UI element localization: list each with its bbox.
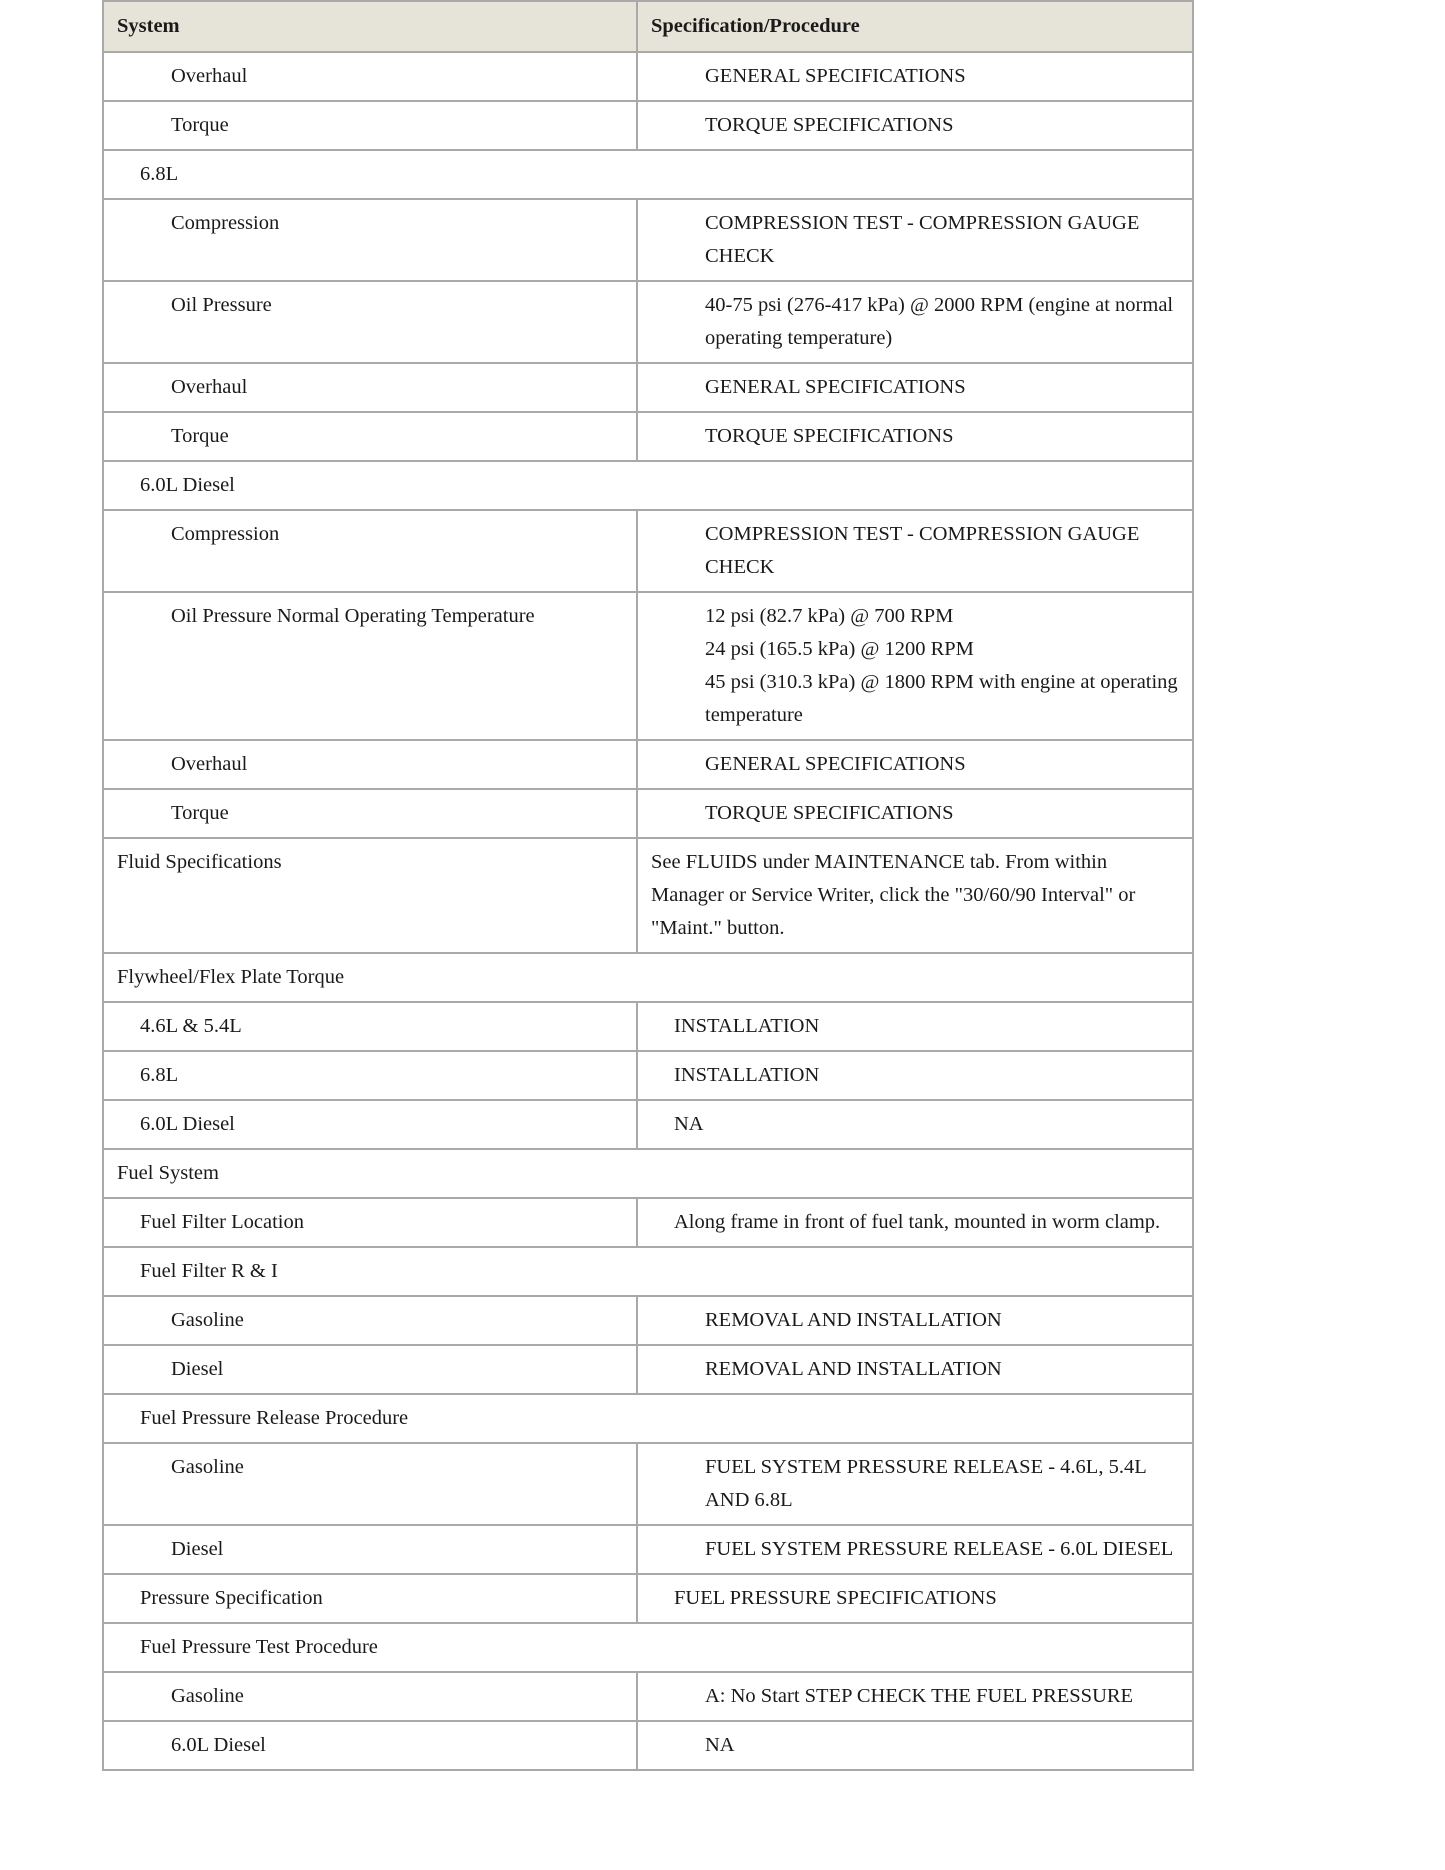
system-cell: Gasoline — [103, 1296, 637, 1345]
specifications-table — [102, 0, 1194, 1771]
group-label: Fuel Pressure Test Procedure — [103, 1623, 1193, 1672]
system-cell: Diesel — [103, 1525, 637, 1574]
specification-text: A: No Start STEP CHECK THE FUEL PRESSURE — [705, 1685, 1134, 1707]
specification-text: GENERAL SPECIFICATIONS — [705, 65, 966, 87]
specification-cell — [637, 412, 1193, 461]
specification-cell — [637, 281, 1193, 363]
group-label: Flywheel/Flex Plate Torque — [103, 953, 1193, 1002]
specification-text: TORQUE SPECIFICATIONS — [705, 114, 954, 136]
specification-cell — [637, 510, 1193, 592]
table-group-row — [103, 461, 1193, 510]
specification-cell — [637, 1296, 1193, 1345]
system-cell: 6.0L Diesel — [103, 1721, 637, 1770]
table-row — [103, 838, 1193, 953]
table-row — [103, 101, 1193, 150]
table-row — [103, 1002, 1193, 1051]
system-cell: Pressure Specification — [103, 1574, 637, 1623]
table-row — [103, 789, 1193, 838]
specification-text: REMOVAL AND INSTALLATION — [705, 1358, 1002, 1380]
system-cell: Gasoline — [103, 1672, 637, 1721]
specification-cell — [637, 740, 1193, 789]
table-group-row — [103, 1623, 1193, 1672]
table-row — [103, 740, 1193, 789]
system-cell: Fluid Specifications — [103, 838, 637, 953]
specification-cell — [637, 592, 1193, 740]
specification-cell — [637, 1443, 1193, 1525]
table-row — [103, 1296, 1193, 1345]
table-group-row — [103, 1149, 1193, 1198]
specification-text: REMOVAL AND INSTALLATION — [705, 1309, 1002, 1331]
system-cell: Overhaul — [103, 363, 637, 412]
system-cell: 4.6L & 5.4L — [103, 1002, 637, 1051]
specification-cell — [637, 199, 1193, 281]
table-row — [103, 1443, 1193, 1525]
specification-cell — [637, 1672, 1193, 1721]
table-row — [103, 52, 1193, 101]
table-row — [103, 199, 1193, 281]
system-cell: 6.8L — [103, 1051, 637, 1100]
specification-text: INSTALLATION — [674, 1064, 820, 1086]
system-cell: Oil Pressure Normal Operating Temperature — [103, 592, 637, 740]
specification-text: 45 psi (310.3 kPa) @ 1800 RPM with engine at operating temperature — [705, 671, 1178, 726]
specification-text: TORQUE SPECIFICATIONS — [705, 802, 954, 824]
group-label: Fuel Pressure Release Procedure — [103, 1394, 1193, 1443]
specification-cell — [637, 1345, 1193, 1394]
specification-cell — [637, 1525, 1193, 1574]
table-row — [103, 363, 1193, 412]
specification-text: See FLUIDS under MAINTENANCE tab. From within Manager or Service Writer, click the "30/60/90 Interval" or "Maint." button. — [651, 851, 1136, 939]
system-cell: Gasoline — [103, 1443, 637, 1525]
table-row — [103, 1198, 1193, 1247]
specification-cell — [637, 101, 1193, 150]
specification-text: FUEL PRESSURE SPECIFICATIONS — [674, 1587, 997, 1609]
specification-cell — [637, 1721, 1193, 1770]
system-cell: Fuel Filter Location — [103, 1198, 637, 1247]
system-cell: 6.0L Diesel — [103, 1100, 637, 1149]
system-cell: Compression — [103, 199, 637, 281]
table-row — [103, 281, 1193, 363]
table-row — [103, 1525, 1193, 1574]
specification-text: 12 psi (82.7 kPa) @ 700 RPM — [705, 605, 954, 627]
specification-text: Along frame in front of fuel tank, mounted in worm clamp. — [674, 1211, 1161, 1233]
column-header-system: System — [103, 1, 637, 52]
table-header-row — [103, 1, 1193, 52]
system-cell: Compression — [103, 510, 637, 592]
specification-text: FUEL SYSTEM PRESSURE RELEASE - 6.0L DIESEL — [705, 1538, 1174, 1560]
specification-text: NA — [674, 1113, 704, 1135]
system-cell: Torque — [103, 412, 637, 461]
system-cell: Diesel — [103, 1345, 637, 1394]
specification-text: 24 psi (165.5 kPa) @ 1200 RPM — [705, 638, 974, 660]
specification-text: FUEL SYSTEM PRESSURE RELEASE - 4.6L, 5.4L AND 6.8L — [705, 1456, 1146, 1511]
specification-cell — [637, 1051, 1193, 1100]
table-row — [103, 1345, 1193, 1394]
specification-text: COMPRESSION TEST - COMPRESSION GAUGE CHECK — [705, 212, 1140, 267]
specification-cell — [637, 1002, 1193, 1051]
specification-text: GENERAL SPECIFICATIONS — [705, 376, 966, 398]
specification-cell — [637, 1574, 1193, 1623]
system-cell: Overhaul — [103, 52, 637, 101]
specification-cell — [637, 52, 1193, 101]
specification-text: COMPRESSION TEST - COMPRESSION GAUGE CHECK — [705, 523, 1140, 578]
specification-cell — [637, 1100, 1193, 1149]
specification-text: 40-75 psi (276-417 kPa) @ 2000 RPM (engine at normal operating temperature) — [705, 294, 1174, 349]
group-label: Fuel Filter R & I — [103, 1247, 1193, 1296]
table-row — [103, 1051, 1193, 1100]
group-label: 6.0L Diesel — [103, 461, 1193, 510]
system-cell: Oil Pressure — [103, 281, 637, 363]
specification-text: GENERAL SPECIFICATIONS — [705, 753, 966, 775]
table-group-row — [103, 1394, 1193, 1443]
specification-text: NA — [705, 1734, 735, 1756]
table-group-row — [103, 150, 1193, 199]
table-row — [103, 1672, 1193, 1721]
specification-cell — [637, 789, 1193, 838]
table-group-row — [103, 1247, 1193, 1296]
system-cell: Torque — [103, 101, 637, 150]
specification-text: TORQUE SPECIFICATIONS — [705, 425, 954, 447]
specification-cell — [637, 1198, 1193, 1247]
table-row — [103, 592, 1193, 740]
column-header-specification: Specification/Procedure — [637, 1, 1193, 52]
table-row — [103, 412, 1193, 461]
system-cell: Torque — [103, 789, 637, 838]
table-row — [103, 510, 1193, 592]
system-cell: Overhaul — [103, 740, 637, 789]
table-row — [103, 1100, 1193, 1149]
table-body — [103, 52, 1193, 1770]
specification-cell — [637, 363, 1193, 412]
table-row — [103, 1721, 1193, 1770]
table-row — [103, 1574, 1193, 1623]
specification-text: INSTALLATION — [674, 1015, 820, 1037]
group-label: 6.8L — [103, 150, 1193, 199]
group-label: Fuel System — [103, 1149, 1193, 1198]
specification-cell — [637, 838, 1193, 953]
table-group-row — [103, 953, 1193, 1002]
